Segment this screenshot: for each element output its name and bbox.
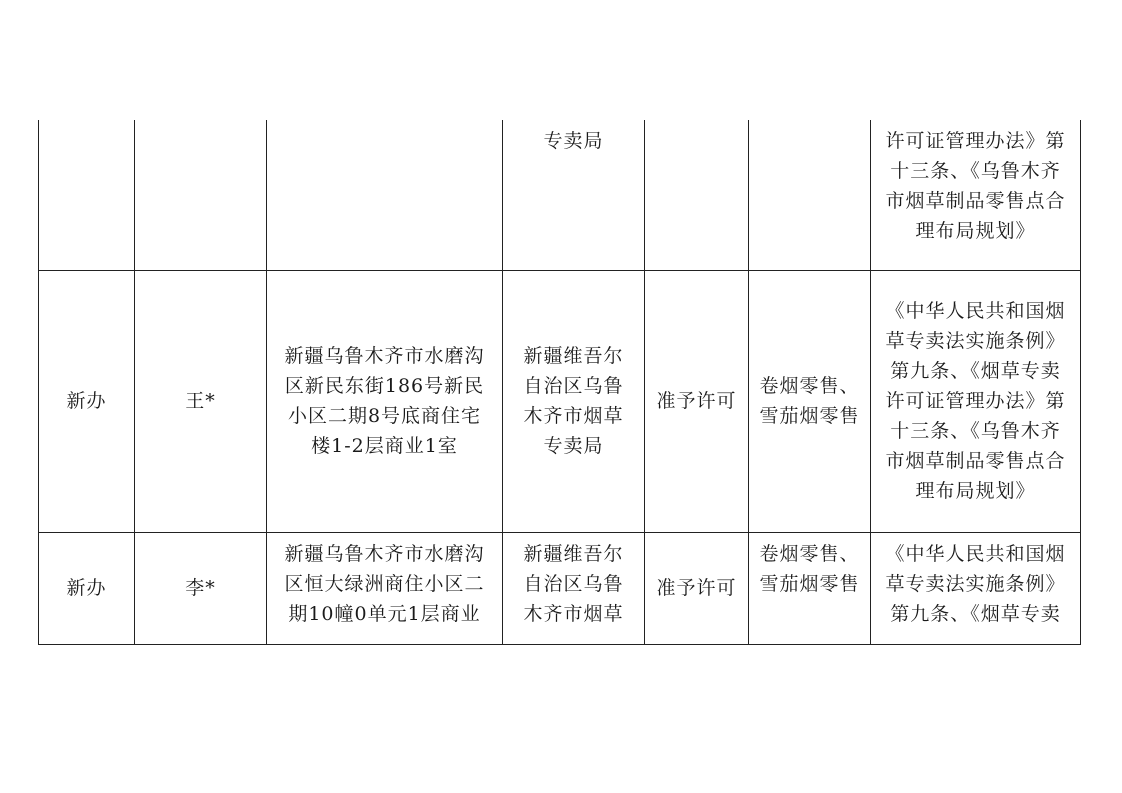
table-row: [39, 532, 1081, 644]
cell-address: 新疆乌鲁木齐市水磨沟 区恒大绿洲商住小区二 期10幢0单元1层商业: [267, 532, 503, 644]
cell-name: [135, 120, 267, 270]
cell-basis: 《中华人民共和国烟 草专卖法实施条例》 第九条、《烟草专卖 许可证管理办法》第 十三条、《乌鲁木齐 市烟草制品零售点合 理布局规划》: [871, 270, 1081, 532]
cell-authority: 新疆维吾尔 自治区乌鲁 木齐市烟草: [503, 532, 645, 644]
cell-address: [267, 120, 503, 270]
cell-basis: 许可证管理办法》第 十三条、《乌鲁木齐 市烟草制品零售点合 理布局规划》: [871, 120, 1081, 270]
cell-decision: 准予许可: [645, 270, 749, 532]
cell-authority: 专卖局: [503, 120, 645, 270]
cell-authority: 新疆维吾尔 自治区乌鲁 木齐市烟草 专卖局: [503, 270, 645, 532]
cell-address: 新疆乌鲁木齐市水磨沟 区新民东街186号新民 小区二期8号底商住宅 楼1-2层商业1室: [267, 270, 503, 532]
cell-decision: 准予许可: [645, 532, 749, 644]
cell-scope: 卷烟零售、 雪茄烟零售: [749, 532, 871, 644]
cell-name: 李*: [135, 532, 267, 644]
cell-scope: [749, 120, 871, 270]
cell-scope: 卷烟零售、 雪茄烟零售: [749, 270, 871, 532]
cell-type: 新办: [39, 532, 135, 644]
cell-decision: [645, 120, 749, 270]
cell-type: 新办: [39, 270, 135, 532]
table-row: [39, 270, 1081, 532]
license-table: [38, 120, 1081, 645]
cell-type: [39, 120, 135, 270]
cell-basis: 《中华人民共和国烟 草专卖法实施条例》 第九条、《烟草专卖: [871, 532, 1081, 644]
table-row: [39, 120, 1081, 270]
cell-name: 王*: [135, 270, 267, 532]
